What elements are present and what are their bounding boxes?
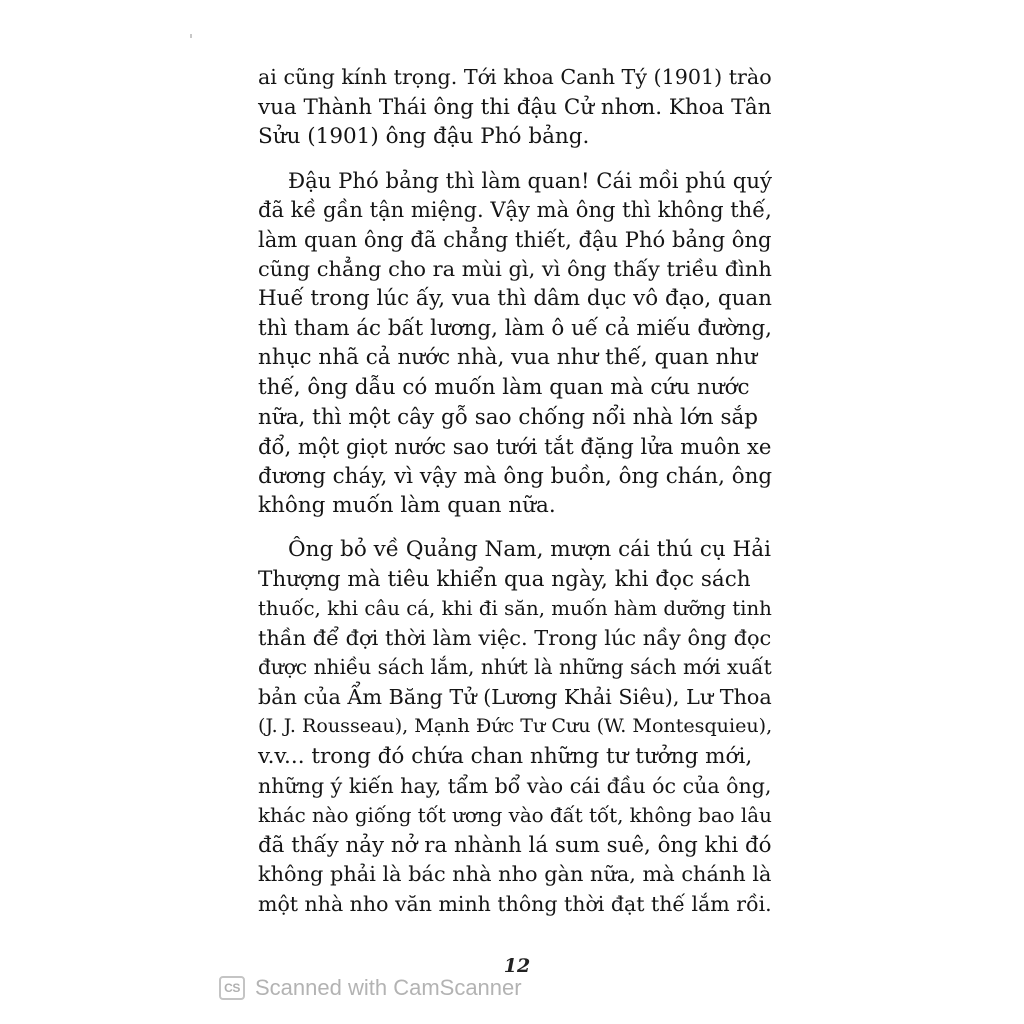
text-line: đã kề gần tận miệng. Vậy mà ông thì không thế, [258, 197, 772, 223]
text-line: được nhiều sách lắm, nhứt là những sách mới xuất [258, 655, 772, 680]
text-line: nhục nhã cả nước nhà, vua như thế, quan như [258, 345, 758, 371]
text-line: đổ, một giọt nước sao tưới tắt đặng lửa muôn xe [258, 434, 772, 460]
camscanner-logo-icon: CS [219, 976, 245, 1000]
body-text [258, 63, 772, 920]
text-line: thế, ông dẫu có muốn làm quan mà cứu nước [258, 374, 750, 400]
paragraph [258, 63, 772, 152]
text-line: (J. J. Rousseau), Mạnh Đức Tư Cưu (W. Montesquieu), [258, 715, 773, 738]
camscanner-watermark-text: Scanned with CamScanner [255, 975, 522, 1000]
paragraph [258, 166, 772, 521]
text-line: Huế trong lúc ấy, vua thì dâm dục vô đạo, quan [258, 286, 772, 312]
text-line: nữa, thì một cây gỗ sao chống nổi nhà lớn sắp [258, 404, 759, 430]
text-line: đương cháy, vì vậy mà ông buồn, ông chán, ông [258, 463, 773, 489]
text-line: v.v... trong đó chứa chan những tư tưởng mới, [258, 744, 753, 770]
text-line: làm quan ông đã chẳng thiết, đậu Phó bảng ông [258, 226, 772, 252]
text-line: cũng chẳng cho ra mùi gì, vì ông thấy triều đình [258, 256, 772, 281]
page-number: 12 [503, 955, 531, 977]
scan-speck [190, 34, 192, 38]
text-line: Thượng mà tiêu khiển qua ngày, khi đọc sách [258, 566, 751, 592]
text-line: những ý kiến hay, tẩm bổ vào cái đầu óc của ông, [258, 773, 772, 798]
text-line: không phải là bác nhà nho gàn nữa, mà chánh là [258, 862, 772, 887]
text-line: Đậu Phó bảng thì làm quan! Cái mồi phú quý [288, 167, 772, 193]
text-line: một nhà nho văn minh thông thời đạt thế lắm rồi. [258, 892, 772, 917]
text-line: vua Thành Thái ông thi đậu Cử nhơn. Khoa Tân [258, 94, 772, 120]
text-line: thì tham ác bất lương, làm ô uế cả miếu đường, [258, 315, 772, 341]
text-line: khác nào giống tốt ương vào đất tốt, không bao lâu [258, 804, 772, 828]
text-line: Ông bỏ về Quảng Nam, mượn cái thú cụ Hải [288, 536, 772, 562]
text-line: ai cũng kính trọng. Tới khoa Canh Tý (1901) trào [258, 65, 772, 89]
paragraph [258, 535, 772, 920]
text-line: bản của Ẩm Băng Tử (Lương Khải Siêu), Lư Thoa [258, 684, 772, 709]
text-line: không muốn làm quan nữa. [258, 493, 556, 519]
text-line: thuốc, khi câu cá, khi đi săn, muốn hàm dưỡng tinh [258, 597, 772, 621]
text-line: Sửu (1901) ông đậu Phó bảng. [258, 124, 590, 150]
text-line: thần để đợi thời làm việc. Trong lúc nầy ông đọc [258, 625, 772, 650]
camscanner-watermark [219, 973, 522, 1003]
text-line: đã thấy nảy nở ra nhành lá sum suê, ông khi đó [258, 832, 772, 858]
